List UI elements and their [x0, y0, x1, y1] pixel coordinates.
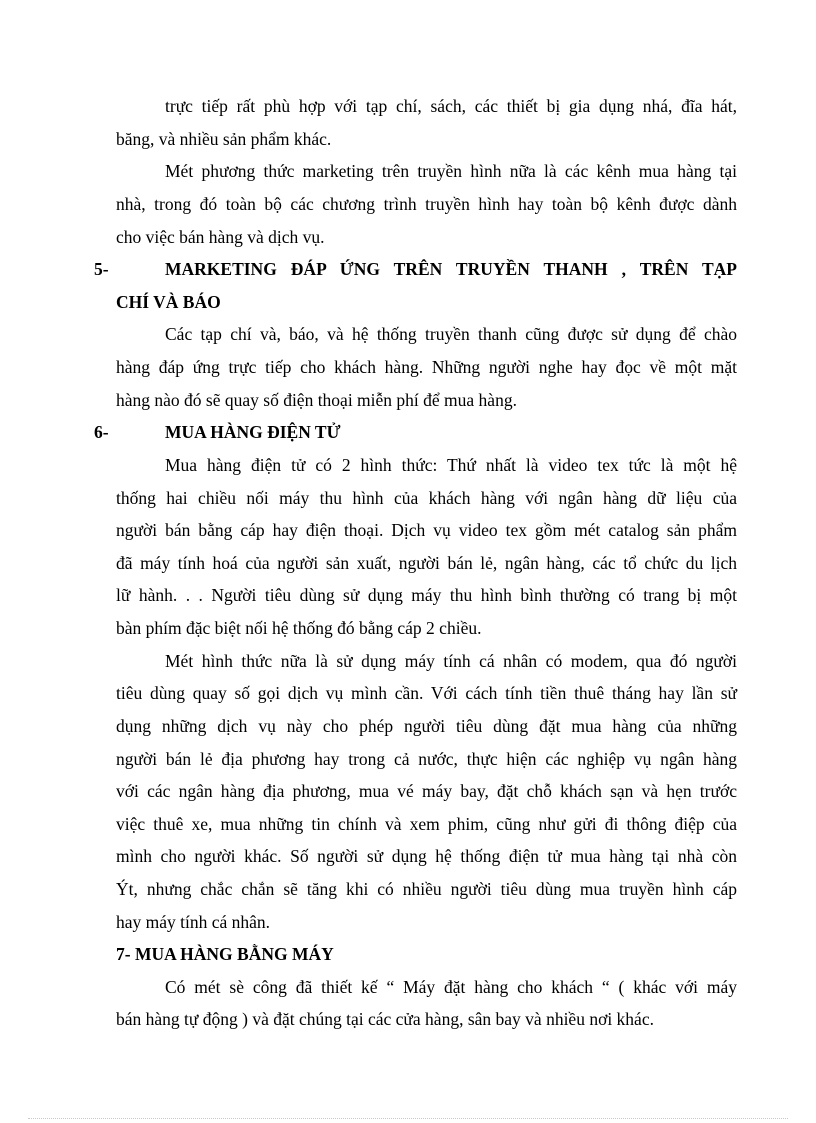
paragraph-line: hàng đáp ứng trực tiếp cho khách hàng. Những người nghe hay đọc về một mặt	[116, 357, 737, 377]
paragraph-line: cho việc bán hàng và dịch vụ.	[116, 227, 325, 247]
paragraph-line: người bán lẻ địa phương hay trong cả nước, thực hiện các nghiệp vụ ngân hàng	[116, 749, 737, 769]
section-heading: 7- MUA HÀNG BẰNG MÁY	[116, 944, 334, 964]
paragraph-line: với các ngân hàng địa phương, mua vé máy bay, đặt chỗ khách sạn và hẹn trước	[116, 781, 737, 801]
paragraph-line: đã máy tính hoá của người sản xuất, người bán lẻ, ngân hàng, các tổ chức du lịch	[116, 553, 737, 573]
paragraph-line: Các tạp chí và, báo, và hệ thống truyền thanh cũng được sử dụng để chào	[165, 324, 737, 344]
paragraph-line: lữ hành. . . Người tiêu dùng sử dụng máy thu hình bình thường có trang bị một	[116, 585, 737, 605]
paragraph-line: hàng nào đó sẽ quay số điện thoại miễn phí để mua hàng.	[116, 390, 517, 410]
heading-number: 5-	[94, 259, 109, 279]
paragraph-line: Có mét sè công đã thiết kế “ Máy đặt hàng cho khách “ ( khác với máy	[165, 977, 737, 997]
paragraph-line: trực tiếp rất phù hợp với tạp chí, sách, các thiết bị gia dụng nhá, đĩa hát,	[165, 96, 737, 116]
paragraph-line: Mét hình thức nữa là sử dụng máy tính cá nhân có modem, qua đó người	[165, 651, 737, 671]
section-heading: MARKETING ĐÁP ỨNG TRÊN TRUYỀN THANH , TRÊN TẠP	[165, 259, 737, 279]
paragraph-line: hay máy tính cá nhân.	[116, 912, 271, 932]
paragraph-line: bàn phím đặc biệt nối hệ thống đó bằng cáp 2 chiều.	[116, 618, 482, 638]
page-bottom-divider	[28, 1118, 788, 1119]
section-heading: CHÍ VÀ BÁO	[116, 292, 221, 312]
paragraph-line: băng, và nhiều sản phẩm khác.	[116, 129, 332, 149]
section-heading: MUA HÀNG ĐIỆN TỬ	[165, 422, 341, 442]
paragraph-line: nhà, trong đó toàn bộ các chương trình truyền hình hay toàn bộ kênh được dành	[116, 194, 737, 214]
paragraph-line: Ýt, nhưng chắc chắn sẽ tăng khi có nhiều người tiêu dùng mua truyền hình cáp	[116, 879, 737, 899]
paragraph-line: tiêu dùng quay số gọi dịch vụ mình cần. Với cách tính tiền thuê tháng hay lần sử	[116, 683, 737, 703]
paragraph-line: Mét phương thức marketing trên truyền hình nữa là các kênh mua hàng tại	[165, 161, 737, 181]
paragraph-line: người bán bằng cáp hay điện thoại. Dịch vụ video tex gồm mét catalog sản phẩm	[116, 520, 737, 540]
paragraph-line: Mua hàng điện tử có 2 hình thức: Thứ nhất là video tex tức là một hệ	[165, 455, 737, 475]
paragraph-line: việc thuê xe, mua những tin chính và xem phim, cũng như gửi đi thông điệp của	[116, 814, 737, 834]
paragraph-line: bán hàng tự động ) và đặt chúng tại các cửa hàng, sân bay và nhiều nơi khác.	[116, 1009, 654, 1029]
heading-number: 6-	[94, 422, 109, 442]
paragraph-line: mình cho người khác. Số người sử dụng hệ thống điện tử mua hàng tại nhà còn	[116, 846, 737, 866]
paragraph-line: dụng những dịch vụ này cho phép người tiêu dùng đặt mua hàng của những	[116, 716, 737, 736]
paragraph-line: thống hai chiều nối máy thu hình của khách hàng với ngân hàng dữ liệu của	[116, 488, 737, 508]
